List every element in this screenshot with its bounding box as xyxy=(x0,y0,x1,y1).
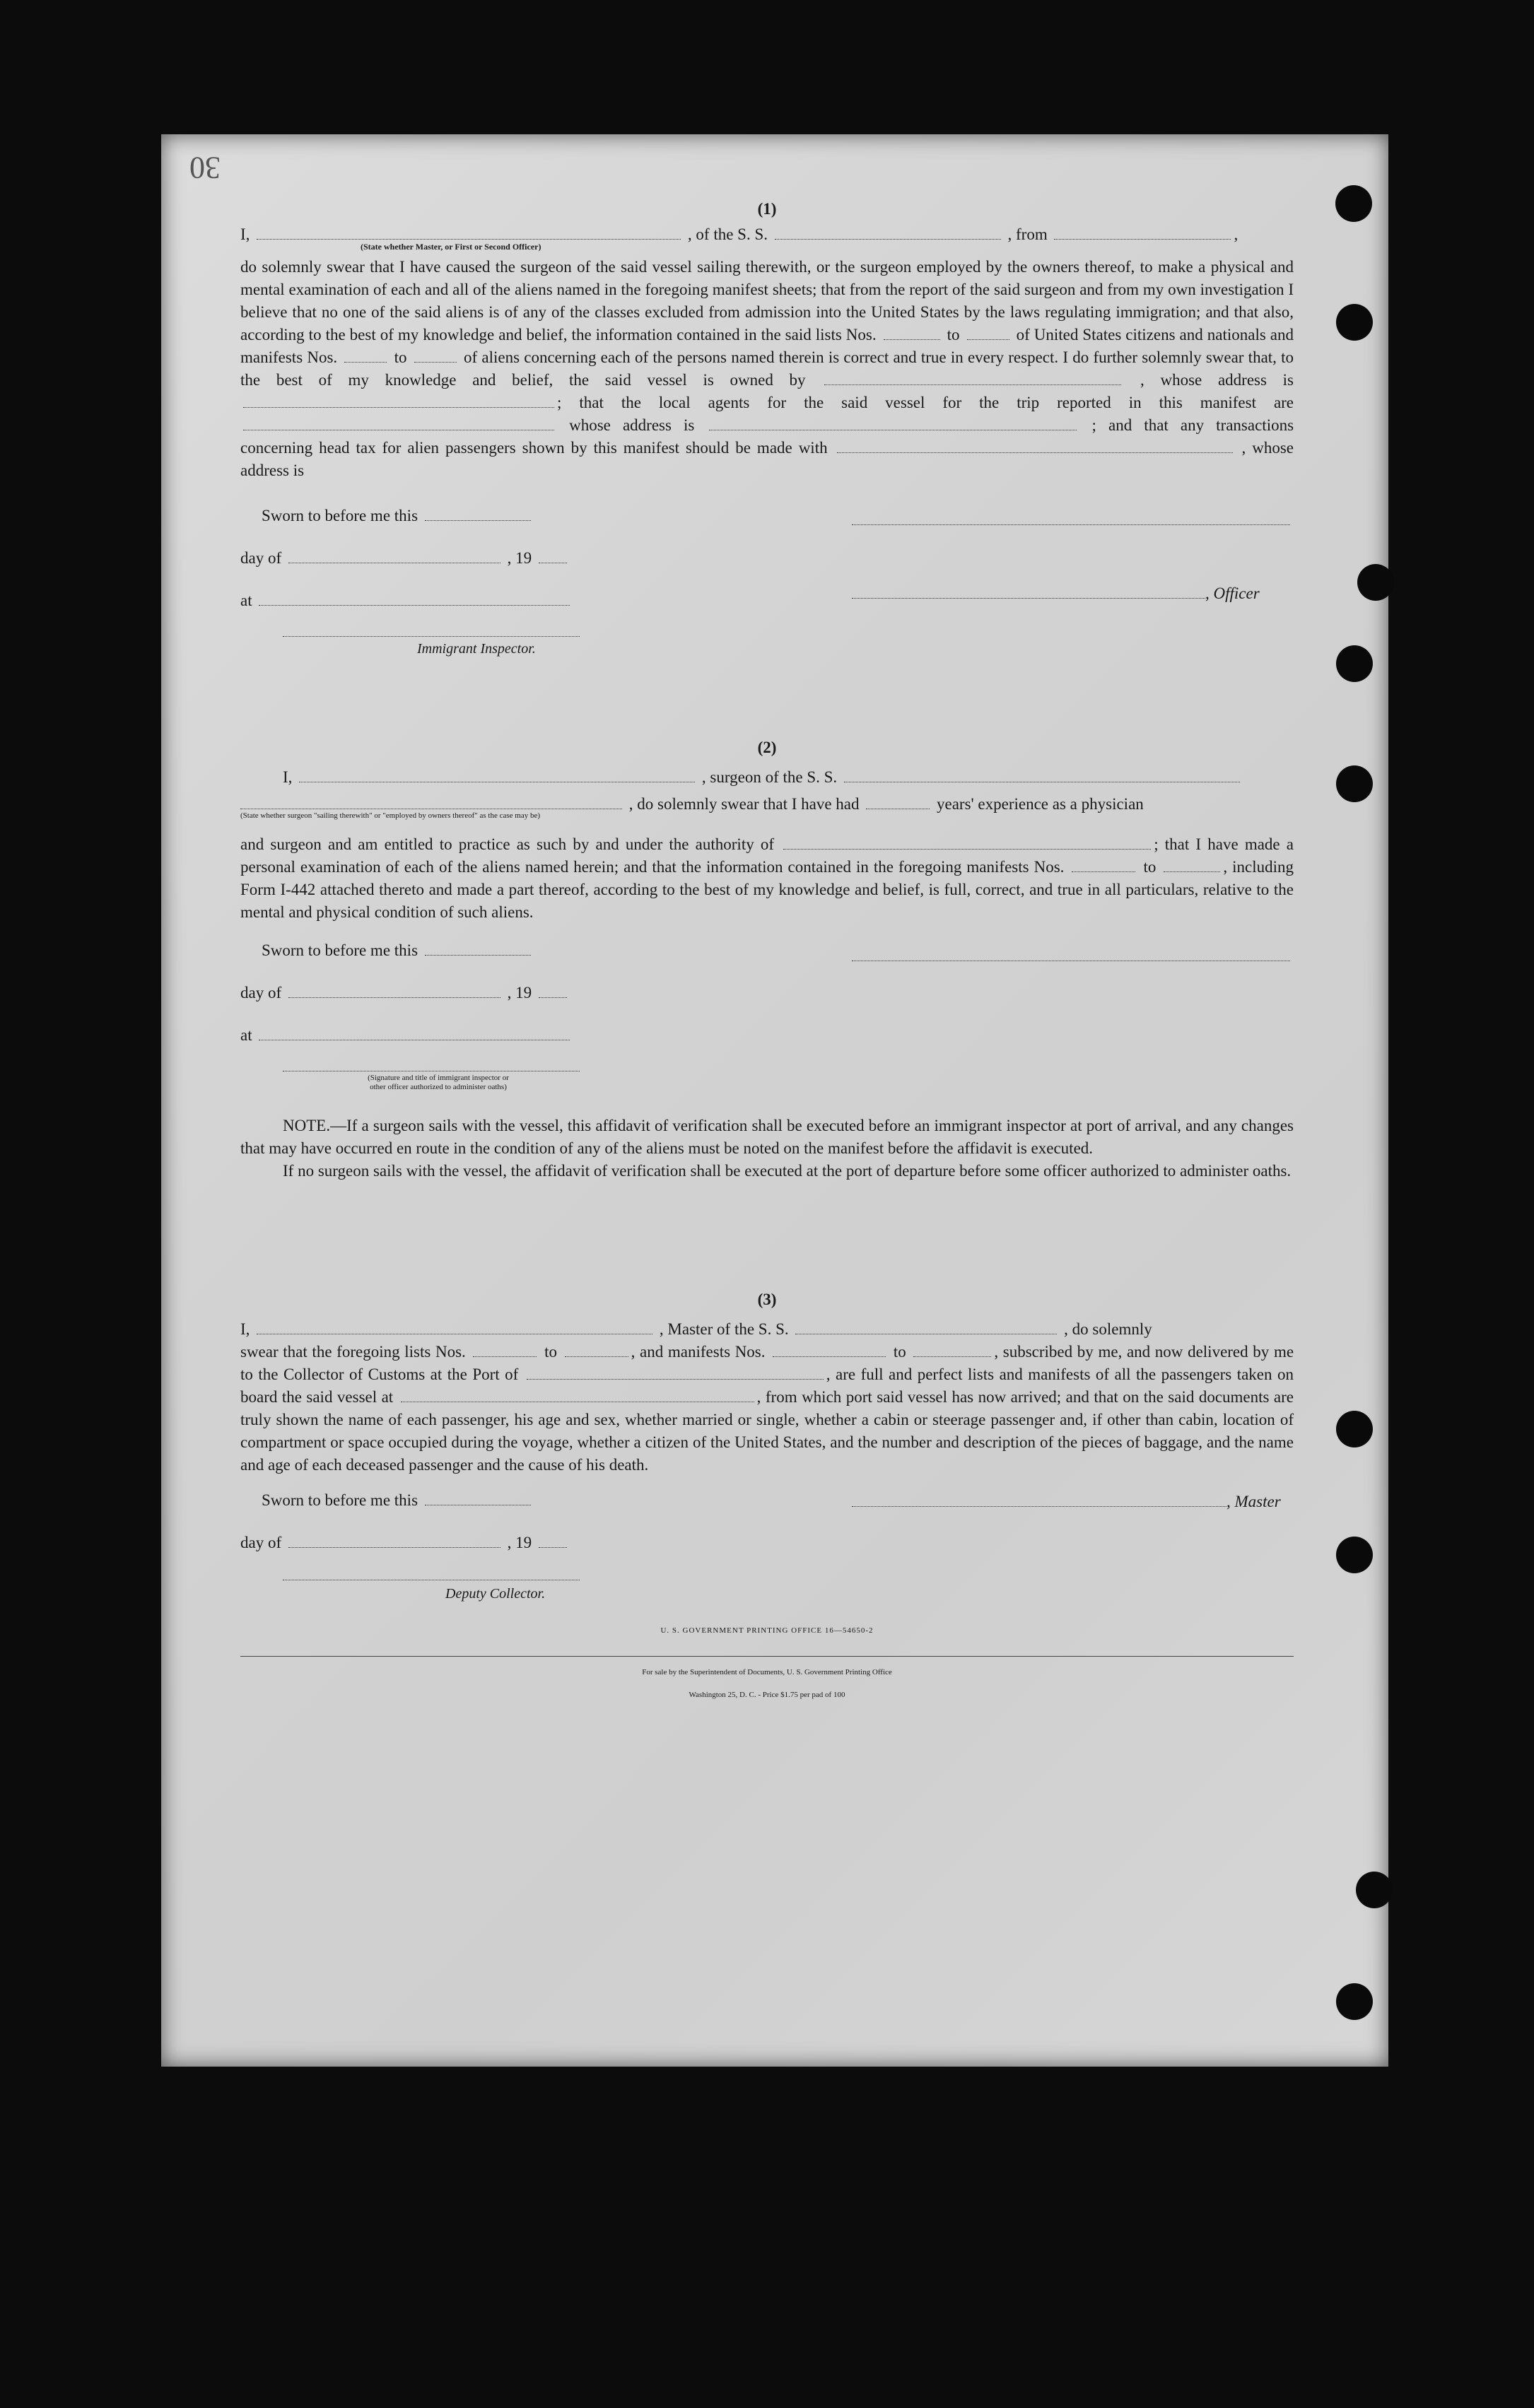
s3-master-label: , Master of the S. S. xyxy=(659,1320,789,1338)
s1-sig-line-1[interactable] xyxy=(852,524,1290,525)
s3-sworn-label: Sworn to before me this xyxy=(262,1491,418,1509)
s2-sig-note-2: other officer authorized to administer oaths) xyxy=(370,1083,507,1091)
s1-p6: ; and that any transactions concerning head tax for alien passengers shown by this manifest should be made with xyxy=(240,416,1294,457)
s1-name-field[interactable] xyxy=(257,225,681,240)
s3-day-field[interactable] xyxy=(288,1533,500,1548)
s2-manifests-to-field[interactable] xyxy=(1164,857,1220,872)
s1-agents-address-field[interactable] xyxy=(709,416,1077,430)
s1-oath-text: do solemnly swear that I have caused the surgeon of the said vessel sailing therewith, or the surgeon employed by the owners thereof, to make a physical and mental examination of each and all of the aliens named in the foregoing manifest sheets; that from the report of the said surgeon and from my own investigation I believe that no one of the said aliens is of any of the classes excluded from admission into the United States by the laws regulating immigration; and that also, according to the best of my knowledge and belief, the information contained in the said lists Nos. to of United States citizens and nationals and manifests Nos. to of aliens concerning each of the persons named therein is correct and true in every respect. I do further solemnly swear that, to the best of my knowledge and belief, the said vessel is owned by , whose address is ; that the local agents for the said vessel for the trip reported in this manifest are whose address is ; and that any transactions concerning head tax for alien passengers shown by this manifest should be made with , whose address is xyxy=(240,258,1294,479)
s1-whose-address: , whose address is xyxy=(1140,371,1294,389)
s1-at-field[interactable] xyxy=(259,591,570,606)
binder-hole xyxy=(1336,304,1373,341)
s2-sworn-row xyxy=(262,939,534,962)
s2-name-field[interactable] xyxy=(299,768,695,782)
s1-p4: that the local agents for the said vessel for the trip reported in this manifest are xyxy=(579,394,1294,411)
binder-hole xyxy=(1357,564,1394,601)
s3-embark-field[interactable] xyxy=(401,1387,754,1402)
s3-19-label: , 19 xyxy=(507,1534,532,1551)
s1-p7: , whose address is xyxy=(240,439,1294,479)
s3-full: , are full and perfect lists and xyxy=(826,1365,1023,1383)
s2-surgeon-label: , surgeon of the S. S. xyxy=(701,768,838,786)
form-page xyxy=(161,134,1388,2067)
s1-inspector-label: Immigrant Inspector. xyxy=(417,641,536,657)
section-3-number: (3) xyxy=(757,1291,777,1308)
s1-ss-label: , of the S. S. xyxy=(687,225,768,243)
s1-day-row xyxy=(240,547,570,570)
s2-manifests-from-field[interactable] xyxy=(1072,857,1135,872)
s2-years-field[interactable] xyxy=(866,794,930,809)
s2-swear-label: , do solemnly swear that I have had xyxy=(628,795,860,813)
s3-manifests-from-field[interactable] xyxy=(773,1342,886,1357)
s1-owner-address-field[interactable] xyxy=(243,393,554,408)
s3-sworn-block xyxy=(240,1486,1294,1628)
s3-to1: to xyxy=(544,1343,557,1361)
s1-headtax-field[interactable] xyxy=(837,438,1233,453)
s3-p3a: manifests of all the passengers taken on board the said vessel at xyxy=(240,1365,1294,1406)
s2-years-label: years' experience as a physician xyxy=(937,795,1144,813)
s3-subscribed: , subscribed by me, and now xyxy=(994,1343,1183,1361)
s3-day-row xyxy=(240,1532,570,1554)
s2-authority-field[interactable] xyxy=(783,835,1151,850)
s3-lists-to-field[interactable] xyxy=(565,1342,628,1357)
s3-lists-from-field[interactable] xyxy=(473,1342,537,1357)
s2-state-note: (State whether surgeon "sailing therewith" or "employed by owners thereof" as the case may be) xyxy=(240,811,541,820)
s1-p3: of aliens concerning each of the persons named therein is correct and true in every respect. I do further solemnly swear that, to the best of my knowledge and belief, the said vessel is owned by xyxy=(240,348,1294,389)
s1-lists-to-field[interactable] xyxy=(967,325,1009,340)
section-1-header-line: I, , of the S. S. , from , xyxy=(240,225,1239,243)
s1-at-label: at xyxy=(240,592,252,609)
s3-header-line xyxy=(240,1318,1294,1341)
s1-19-label: , 19 xyxy=(507,549,532,567)
s1-to1: to xyxy=(947,326,960,343)
s1-officer-label: , Officer xyxy=(1205,585,1260,602)
s1-ship-field[interactable] xyxy=(775,225,1001,240)
s3-master-sig-label: , Master xyxy=(1226,1493,1281,1510)
s2-at-field[interactable] xyxy=(259,1026,570,1040)
s2-sig-note-1: (Signature and title of immigrant inspector or xyxy=(368,1074,509,1082)
s3-oath-text xyxy=(240,1341,1294,1476)
s1-sworn-block xyxy=(240,496,1294,659)
s1-sworn-field[interactable] xyxy=(425,506,531,521)
s1-year-field[interactable] xyxy=(539,548,567,563)
s2-at-label: at xyxy=(240,1026,252,1044)
page-number-mark: 30 xyxy=(189,151,221,185)
s3-port-field[interactable] xyxy=(527,1365,824,1380)
s2-day-field[interactable] xyxy=(288,983,500,998)
s2-note-1: NOTE.—If a surgeon sails with the vessel, this affidavit of verification shall be executed before an immigrant inspector at port of arrival, and any changes that may have occurred en route in the condition of any of the aliens must be noted on the manifest before the affidavit is executed. xyxy=(240,1117,1294,1157)
binder-hole xyxy=(1356,1872,1393,1908)
s2-year-field[interactable] xyxy=(539,983,567,998)
s1-officer-row xyxy=(852,582,1260,605)
s3-from-which: , from which xyxy=(756,1388,842,1406)
s3-p2a: delivered by me to the Collector of Customs at the Port of xyxy=(240,1343,1294,1383)
sale-line-2: Washington 25, D. C. - Price $1.75 per pad of 100 xyxy=(689,1691,845,1699)
s3-master-field[interactable] xyxy=(852,1492,1226,1507)
s2-day-row xyxy=(240,982,570,1004)
s1-sworn-label: Sworn to before me this xyxy=(262,507,418,524)
s3-manifests: , and manifests Nos. xyxy=(631,1343,766,1361)
printing-office: U. S. GOVERNMENT PRINTING OFFICE 16—54650-2 xyxy=(660,1626,874,1635)
binder-hole xyxy=(1336,1983,1373,2020)
s2-sig-note xyxy=(290,1074,587,1092)
s1-day-field[interactable] xyxy=(288,548,500,563)
s2-sworn-label: Sworn to before me this xyxy=(262,941,418,959)
s3-i-label: I, xyxy=(240,1320,250,1338)
s1-p5: whose address is xyxy=(569,416,695,434)
section-1-number: (1) xyxy=(757,200,777,218)
binder-hole xyxy=(1335,185,1372,222)
s2-sworn-block xyxy=(240,935,1294,1105)
s3-year-field[interactable] xyxy=(539,1533,567,1548)
s3-sworn-field[interactable] xyxy=(425,1491,531,1505)
s1-day-label: day of xyxy=(240,549,282,567)
binder-hole xyxy=(1336,645,1373,682)
section-2-number: (2) xyxy=(757,739,777,756)
s1-agents-field[interactable] xyxy=(243,416,554,430)
s1-owner-field[interactable] xyxy=(824,370,1121,385)
s3-swear-label: , do solemnly xyxy=(1064,1320,1152,1338)
sale-line-1: For sale by the Superintendent of Documents, U. S. Government Printing Office xyxy=(642,1668,892,1676)
s2-to: to xyxy=(1143,858,1157,876)
s2-ship-field[interactable] xyxy=(844,768,1240,782)
binder-hole xyxy=(1336,1537,1373,1573)
s2-p3: , including Form I-442 attached thereto and made a part thereof, according to the best of my knowledge and belief, is full, correct, and true in all particulars, relative to the mental and physical condition of such aliens. xyxy=(240,858,1294,921)
s2-at-row xyxy=(240,1024,573,1047)
s3-p1a: swear that the foregoing lists Nos. xyxy=(240,1343,466,1361)
s1-manifests-to-field[interactable] xyxy=(414,348,457,363)
s1-manifests-from-field[interactable] xyxy=(344,348,387,363)
s2-header-line xyxy=(240,766,1294,789)
s1-from-field[interactable] xyxy=(1054,225,1231,240)
s3-p4: port said vessel has now arrived; and that on the said documents are truly shown the name of each passenger, his age and sex, whether married or single, whether a cabin or steerage passenger and, if other than cabin, location of compartment or space occupied during the voyage, whether a citizen of the United States, and the number and description of the pieces of baggage, and the name and age of each deceased passenger and the cause of his death. xyxy=(240,1388,1294,1474)
s2-i-label: I, xyxy=(283,768,293,786)
s1-i-label: I, xyxy=(240,225,250,243)
s1-to2: to xyxy=(394,348,407,366)
s1-p2: of United States citizens and nationals and manifests Nos. xyxy=(240,326,1294,366)
s2-19-label: , 19 xyxy=(507,984,532,1002)
s3-day-label: day of xyxy=(240,1534,282,1551)
s2-day-label: day of xyxy=(240,984,282,1002)
s2-role-field[interactable] xyxy=(240,794,622,809)
s3-manifests-to-field[interactable] xyxy=(913,1342,991,1357)
s1-from-label: , from xyxy=(1007,225,1048,243)
s1-lists-from-field[interactable] xyxy=(884,325,940,340)
s2-p2: that I have made a personal examination of each of the aliens named herein; and that the information contained in the foregoing manifests Nos. xyxy=(240,835,1294,876)
s1-inspector-line[interactable] xyxy=(283,636,580,637)
s3-ship-field[interactable] xyxy=(795,1320,1057,1334)
s2-p1: and surgeon and am entitled to practice as such by and under the authority of xyxy=(240,835,775,853)
binder-hole xyxy=(1336,1411,1373,1447)
s3-name-field[interactable] xyxy=(257,1320,652,1334)
s1-officer-field[interactable] xyxy=(852,584,1205,599)
s1-p1: do solemnly swear that I have caused the surgeon of the said vessel sailing therewith, or the surgeon employed by the owners thereof, to make a physical and mental examination of each and all of the aliens named in the foregoing manifest sheets; that from the report of the said surgeon and from my own investigation I believe that no one of the said aliens is of any of the classes excluded from admission into the United States by the laws regulating immigration; and that also, according to the best of my knowledge and belief, the information contained in the said lists Nos. xyxy=(240,258,1294,343)
s1-at-row xyxy=(240,589,573,612)
binder-hole xyxy=(1336,765,1373,802)
s2-oath-text: and surgeon and am entitled to practice as such by and under the authority of ; that I have made a personal examination of each of the aliens named herein; and that the information contained in the foregoing manifests Nos. to , including Form I-442 attached thereto and made a part thereof, according to the best of my knowledge and belief, is full, correct, and true in all particulars, relative to the mental and physical condition of such aliens. xyxy=(240,835,1294,921)
s2-sworn-field[interactable] xyxy=(425,941,531,956)
s3-master-row xyxy=(852,1491,1281,1513)
s1-state-note: (State whether Master, or First or Second Officer) xyxy=(361,242,541,252)
s3-to2: to xyxy=(893,1343,906,1361)
s1-sworn-row xyxy=(262,505,534,527)
s3-sworn-row xyxy=(262,1489,534,1512)
s3-deputy-label: Deputy Collector. xyxy=(445,1586,546,1602)
form-content xyxy=(240,198,1294,1706)
footer-rule xyxy=(240,1656,1294,1657)
s2-note-2: If no surgeon sails with the vessel, the affidavit of verification shall be executed at the port of departure before some officer authorized to administer oaths. xyxy=(283,1162,1292,1180)
